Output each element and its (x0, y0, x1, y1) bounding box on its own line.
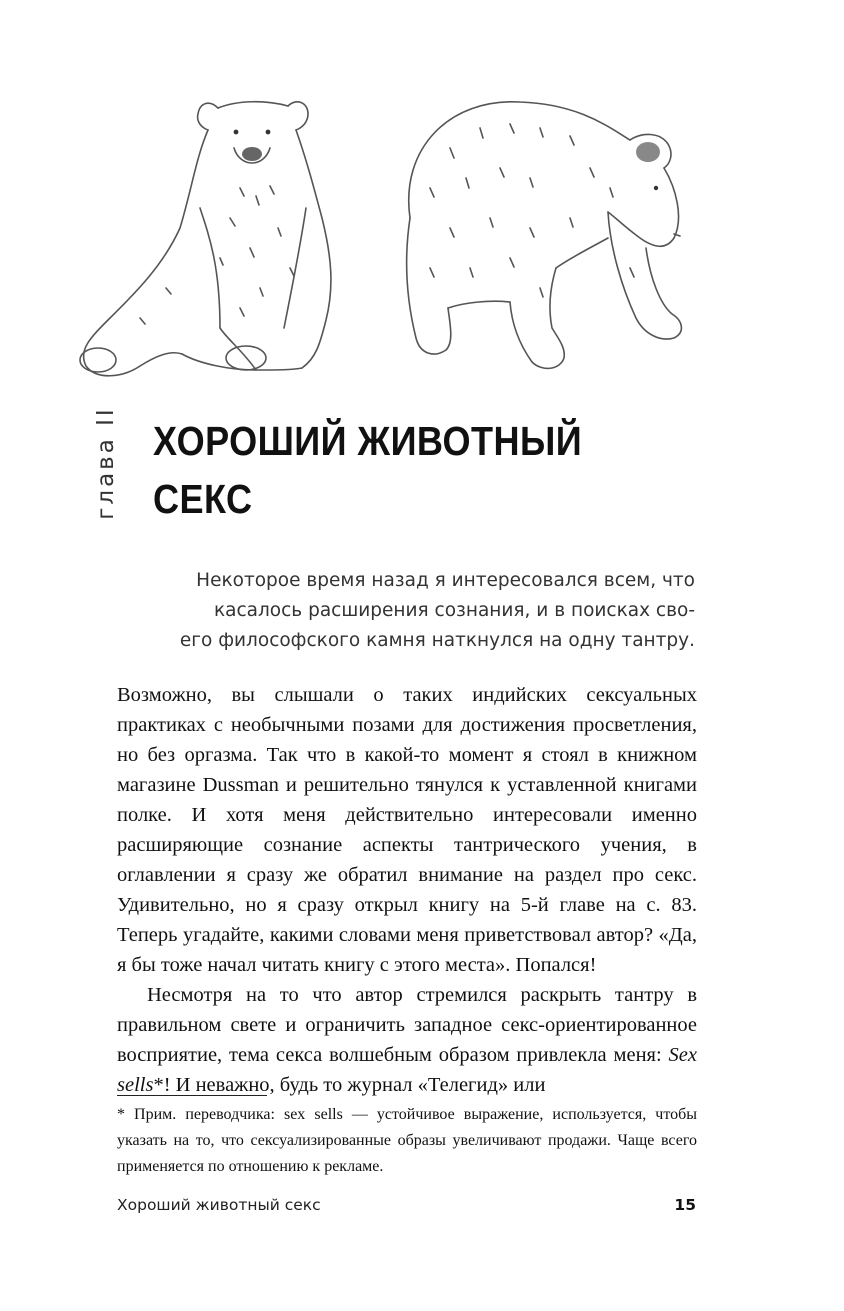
body-paragraph-2-end: *! И неважно, будь то журнал «Телегид» или (153, 1074, 546, 1096)
body-text (117, 680, 697, 1100)
chapter-title-line-2: СЕКС (153, 476, 253, 522)
page-number: 15 (674, 1196, 696, 1214)
sitting-bear-illustration (80, 102, 331, 376)
chapter-title-line-1: ХОРОШИЙ ЖИВОТНЫЙ (153, 418, 583, 464)
epigraph-line-1: Некоторое время назад я интересовался всем, что (196, 570, 695, 591)
footnote: * Прим. переводчика: sex sells — устойчивое выражение, используется, чтобы указать на то, что сексуализированные образы увеличивают продажи. Чаще всего применяется по отношению к рекламе. (117, 1106, 697, 1175)
bear-illustrations (70, 88, 710, 388)
chapter-title (153, 412, 628, 528)
epigraph-line-3: его философского камня наткнулся на одну тантру. (179, 630, 695, 651)
chapter-label (86, 398, 126, 528)
epigraph-line-2: касалось расширения сознания, и в поисках сво- (213, 600, 695, 621)
running-footer-title: Хороший животный секс (117, 1196, 321, 1214)
epigraph (150, 566, 695, 656)
body-paragraph-1: Возможно, вы слышали о таких индийских сексуальных практиках с необычными позами для достижения просветления, но без оргазма. Так что в какой-то момент я стоял в книжном магазине Dussman и решительно тянулся к уставленной книгами полке. И хотя меня действительно интересовали именно расширяющие сознание аспекты тантрического учения, в оглавлении я сразу же обратил внимание на раздел про секс. Удивительно, но я сразу открыл книгу на 5-й главе на с. 83. Теперь угадайте, какими словами меня приветствовал автор? «Да, я бы тоже начал читать книгу с этого места». Попался! (117, 684, 697, 976)
walking-bear-illustration (407, 102, 682, 369)
chapter-label-text: глава II (93, 406, 119, 520)
body-paragraph-2-start: Несмотря на то что автор стремился раскрыть тантру в правильном свете и ограничить западное секс-ориентированное восприятие, тема секса волшебным образом привлекла меня: (117, 984, 697, 1066)
body-paragraph-2 (117, 980, 697, 1100)
footnote-divider (117, 1095, 267, 1096)
sex-sells-italic: Sex sells (117, 1044, 697, 1096)
